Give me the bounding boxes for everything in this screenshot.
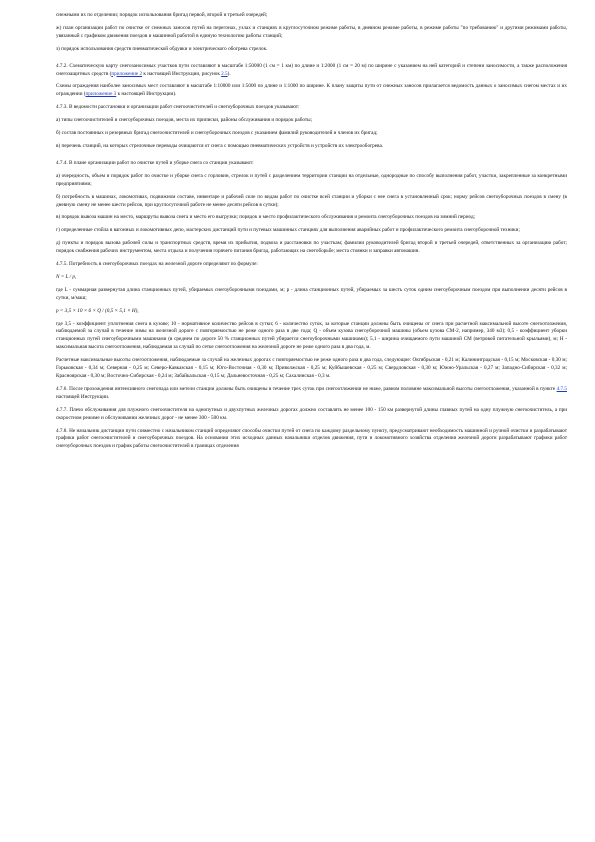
- paragraph-4-7-7: 4.7.7. Плечо обслуживания для плужного снегоочистителя на однопутных и двухпутных железных дорогах должно составлять не менее 100 - 150 км развернутой длины главных путей на одну плужную снегоочиститель, а при скоростном режиме и обслуживании железных дорог - не менее 300 - 500 км.: [56, 406, 567, 421]
- paragraph-item-d-points: д) пункты и порядок вызова рабочей силы и транспортных средств, время их прибытия, подвоза и расстановки по участкам; фамилии руководителей бригад второй и третьей очередей, ответственных за организацию работ; порядок снабжения рабочих инструментом, места отдыха и получения горячего питания бригад, работающих на снегоборьбе; места стоянки и заправки автомашин.: [56, 240, 567, 255]
- link-figure-2-5[interactable]: 2.5: [221, 70, 228, 77]
- paragraph-item-a-types: а) типы снегоочистителей и снегоуборочных поездов, места их приписки, районы обслуживания и порядок работы;: [56, 117, 313, 124]
- paragraph-item-a-order: а) очередность, объем и порядок работ по очистке и уборке снега с горловин, стрелок и путей с разделением территории станции на отдельные, однородные по способу выполнения работ, участки, закрепленные за конкретными предприятиями;: [56, 172, 567, 187]
- paragraph-item-b-needs: б) потребность в машинах, локомотивах, подвижном составе, инвентаре и рабочей силе по видам работ по очистке всей станции и уборки с нее снега в установленный срок; норму рейсов снегоуборочных поездов в смену (в дневную смену не менее шести рейсов, при круглосуточной работе не менее десяти рейсов в сутки);: [56, 193, 567, 208]
- paragraph-4-7-3: 4.7.3. В ведомости расстановки и организации работ снегоочистителей и снегоуборочных поездов указывают:: [56, 104, 300, 111]
- paragraph-item-z: з) порядок использования средств пневматической обдувки и электрического обогрева стрелок.: [56, 45, 268, 52]
- paragraph-item-v-stations: в) перечень станций, на которых стрелочные переводы очищаются от снега с помощью пневматических устройств и устройств их электрообогрева.: [56, 142, 384, 149]
- paragraph-4-7-2-text: 4.7.2. Схематическую карту снегозаносимых участков пути составляют в масштабе 1:50000 (1 см = 1 км) по длине и 1:2000 (1 см = 20 м) по ширине с указанием на ней категорий и степени заносимости, а также расположения снегозащитных средств (: [56, 62, 567, 77]
- link-appendix-3[interactable]: приложение 3: [85, 91, 117, 98]
- paragraph-item-zh: ж) план организации работ по очистке от снежных заносов путей на перегонах, узлах и станциях в круглосуточном режиме работы, в дневном режиме работы, в режиме работы "по требованию" и другими режимами работы, увязанный с графиком движения поездов и машинной работой в единую технологию работы станций;: [56, 24, 567, 39]
- formula-p-legend: где 3,5 - коэффициент уплотнения снега в кузове; 10 - нормативное количество рейсов в сутки; 6 - количество суток, за которые станции должны быть очищены от снега при расчетной максимальной высоте снегоотложения, наблюдаемой за случай в течение зимы на железной дороге с повторяемостью не реже одного раза в две года; Q - объем кузова снегоуборочной машины (объем кузова СМ-2, например, 340 м3); 0,5 - коэффициент уборки станционных путей снегоуборочными машинами (в среднем по дороге 50 % станционных путей убирается снегоуборочными машинами); 5,1 - ширина очищаемого пути машиной СМ (ветровой питательной крыльями), м; H - максимальная высота снегоотложения, наблюдаемая за случай по сетке снегоотложения на железной дороге не реже одного раза в два года, м.: [56, 320, 567, 351]
- paragraph-item-b-crews: б) состав постоянных и резервных бригад снегоочистителей и снегоуборочных поездов с указанием фамилий руководителей и членов их бригад;: [56, 130, 378, 137]
- paragraph-continuation: снежными их по отделении; порядок использования бригад первой, второй и третьей очередей;: [56, 12, 268, 18]
- paragraph-4-7-2-tail: к настоящей Инструкции, рисунок: [142, 70, 222, 77]
- formula-p: p = 3,5 × 10 × 6 × Q / (0,5 × 5,1 × H),: [56, 307, 139, 314]
- paragraph-4-7-2: 4.7.2. Схематическую карту снегозаносимых участков пути составляют в масштабе 1:50000 (1 см = 1 км) по длине и 1:2000 (1 см = 20 м) по ширине с указанием на ней категорий и степени заносимости, а также расположения снегозащитных средств (приложение 2 к настоящей Инструкции, рисунок 2.5).: [56, 62, 567, 77]
- paragraph-4-7-5: 4.7.5. Потребность в снегоуборочных поездах на железной дороге определяют по формуле:: [56, 261, 258, 268]
- formula-n-legend: где L - суммарная развернутая длина станционных путей, убираемых снегоуборочными поездами, м; p - длина станционных путей, убираемых за шесть суток одним снегоуборочным поездом при выполнении десяти рейсов в сутки, м/маш;: [56, 286, 567, 301]
- paragraph-item-v-routes: в) порядок вывоза машин на место, маршруты вывоза снега и место его выгрузки; порядок и место профилактического обслуживания и ремонта снегоуборочных поездов на зимний период;: [56, 214, 476, 221]
- paragraph-item-g-depots: г) определенные стойла в вагонных и локомотивных депо, мастерских дистанций пути и путевых машинных станциях для выполнения аварийных работ и профилактического ремонта снегоуборочной техники;: [56, 227, 520, 234]
- link-appendix-2[interactable]: приложение 2: [111, 70, 143, 77]
- paragraph-snow-heights: Расчетные максимальные высоты снегоотложения, наблюдаемые за случай на железных дорогах с повторяемостью не реже одного раза в два года, следующие: Октябрьская - 0,21 м; Калининградская - 0,15 м; Московская - 0,30 м; Горьковская - 0,34 м; Северная - 0,25 м; Северо-Кавказская - 0,15 м; Юго-Восточная - 0,30 м; Приволжская - 0,25 м; Куйбышевская - 0,25 м; Свердловская - 0,30 м; Южно-Уральская - 0,27 м; Западно-Сибирская - 0,32 м; Красноярская - 0,30 м; Восточно-Сибирская - 0,24 м; Забайкальская - 0,15 м; Дальневосточная - 0,25 м; Сахалинская - 0,3 м.: [56, 357, 567, 379]
- formula-n: N = L / p,: [56, 273, 77, 280]
- paragraph-4-7-4: 4.7.4. В плане организации работ по очистке путей и уборке снега со станции указывают:: [56, 159, 254, 166]
- paragraph-4-7-8: 4.7.8. Не начальник дистанции пути совместно с начальником станций определяют способы очистки путей от снега по каждому раздельному пункту, предусматривают необходимость машинной и ручной очистки и разрабатывают графики работ снегоочистителей и снегоуборочных поездов. На основании этих исходных данных начальники отделов движения, пути и локомотивного хозяйства отделения железной дороги разрабатывают графики работ снегоуборочных поездов и график работы снегоочистителей в границах отделения: [56, 427, 567, 450]
- paragraph-4-7-6: 4.7.6. После прохождения интенсивного снегопада или метели станции должны быть очищены в течение трех суток при снегоотложении не ниже, равном половине максимальной высоты снегоотложения, указанной в пункте 4.7.5 настоящей Инструкции.: [56, 385, 567, 400]
- link-point-4-7-5[interactable]: 4.7.5: [556, 385, 567, 392]
- paragraph-schemes: Схемы ограждения наиболее заносимых мест составляют в масштабе 1:10000 или 1:5000 по длине и 1:1000 по ширине. К плану защиты пути от снежных заносов прилагается ведомость данных о заносимых снегом местах и их ограждении (приложение 3 к настоящей Инструкции).: [56, 83, 567, 98]
